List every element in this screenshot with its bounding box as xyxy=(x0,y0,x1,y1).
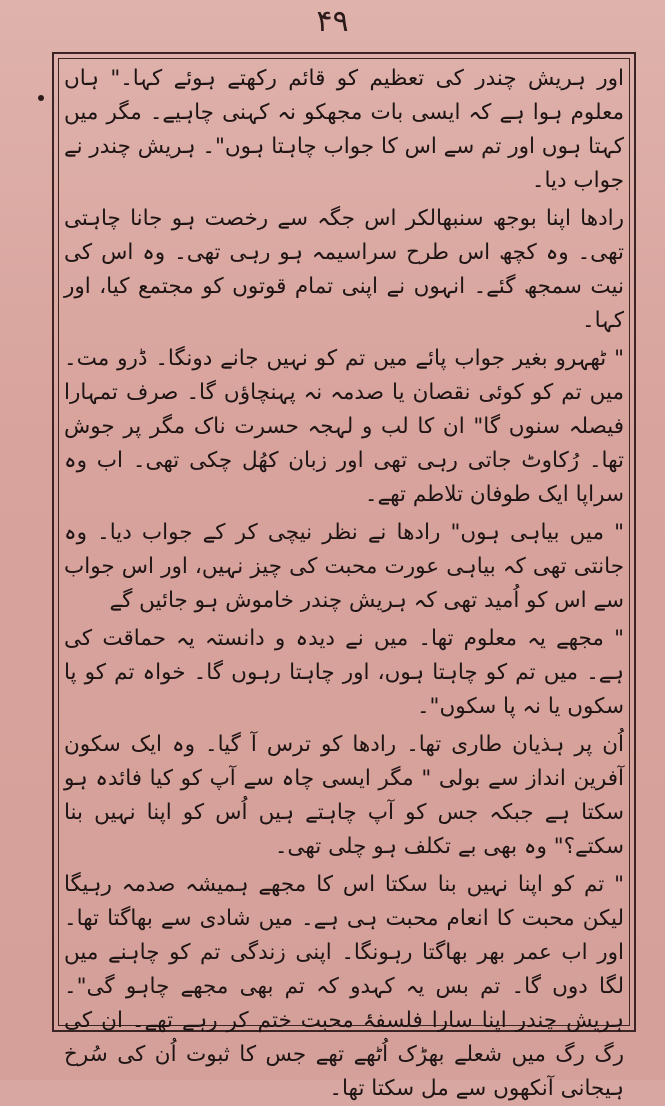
paragraph-5: " مجھے یہ معلوم تھا۔ میں نے دیدہ و دانستہ یہ حماقت کی ہے۔ میں تم کو چاہتا ہوں، اور چاہتا رہوں گا۔ خواہ تم کو پا سکوں یا نہ پا سکوں"۔ xyxy=(64,626,624,719)
paragraph-4: " میں بیاہی ہوں" رادھا نے نظر نیچی کر کے جواب دیا۔ وہ جانتی تھی کہ بیاہی عورت محبت کی چیز نہیں، اور اس جواب سے اس کو اُمید تھی کہ ہریش چندر خاموش ہو جائیں گے xyxy=(64,520,624,613)
page-body-text xyxy=(64,62,624,1101)
paragraph-3: " ٹھہرو بغیر جواب پائے میں تم کو نہیں جانے دونگا۔ ڈرو مت۔ میں تم کو کوئی نقصان یا صدمہ نہ پہنچاؤں گا۔ صرف تمہارا فیصلہ سنوں گا" ان کا لب و لہجہ حسرت ناک مگر پر جوش تھا۔ رُکاوٹ جاتی رہی تھی اور زبان کھُل چکی تھی۔ اب وہ سراپا ایک طوفان تلاطم تھے۔ xyxy=(64,346,624,507)
page-number: ۴۹ xyxy=(316,4,349,39)
paragraph-1: اور ہریش چندر کی تعظیم کو قائم رکھتے ہوئے کہا۔" ہاں معلوم ہوا ہے کہ ایسی بات مجھکو نہ کہنی چاہیے۔ مگر میں کہتا ہوں اور تم سے اس کا جواب چاہتا ہوں"۔ ہریش چندر نے جواب دیا۔ xyxy=(64,66,624,193)
paragraph-6: اُن پر ہذیان طاری تھا۔ رادھا کو ترس آ گیا۔ وہ ایک سکون آفرین انداز سے بولی " مگر ایسی چاہ سے آپ کو کیا فائدہ ہو سکتا ہے جبکہ جس کو آپ چاہتے ہیں اُس کو اپنا نہیں بنا سکتے؟" وہ بھی بے تکلف ہو چلی تھی۔ xyxy=(64,732,624,859)
paragraph-7: " تم کو اپنا نہیں بنا سکتا اس کا مجھے ہمیشہ صدمہ رہیگا لیکن محبت کا انعام محبت ہی ہے۔ میں شادی سے بھاگتا تھا۔ اور اب عمر بھر بھاگتا رہونگا۔ اپنی زندگی تم کو چاہنے میں لگا دوں گا۔ تم بس یہ کہدو کہ تم بھی مجھے چاہو گی"۔ ہریش چندر اپنا سارا فلسفۂ محبت ختم کر رہے تھے۔ ان کی رگ رگ میں شعلے بھڑک اُٹھے تھے جس کا ثبوت اُن کی سُرخ ہیجانی آنکھوں سے مل سکتا تھا۔ xyxy=(64,872,624,1101)
ink-speck xyxy=(38,95,44,101)
paragraph-2: رادھا اپنا بوجھ سنبھالکر اس جگہ سے رخصت ہو جانا چاہتی تھی۔ وہ کچھ اس طرح سراسیمہ ہو رہی تھی۔ وہ اس کی نیت سمجھ گئے۔ انہوں نے اپنی تمام قوتوں کو مجتمع کیا، اور کہا۔ xyxy=(64,206,624,333)
